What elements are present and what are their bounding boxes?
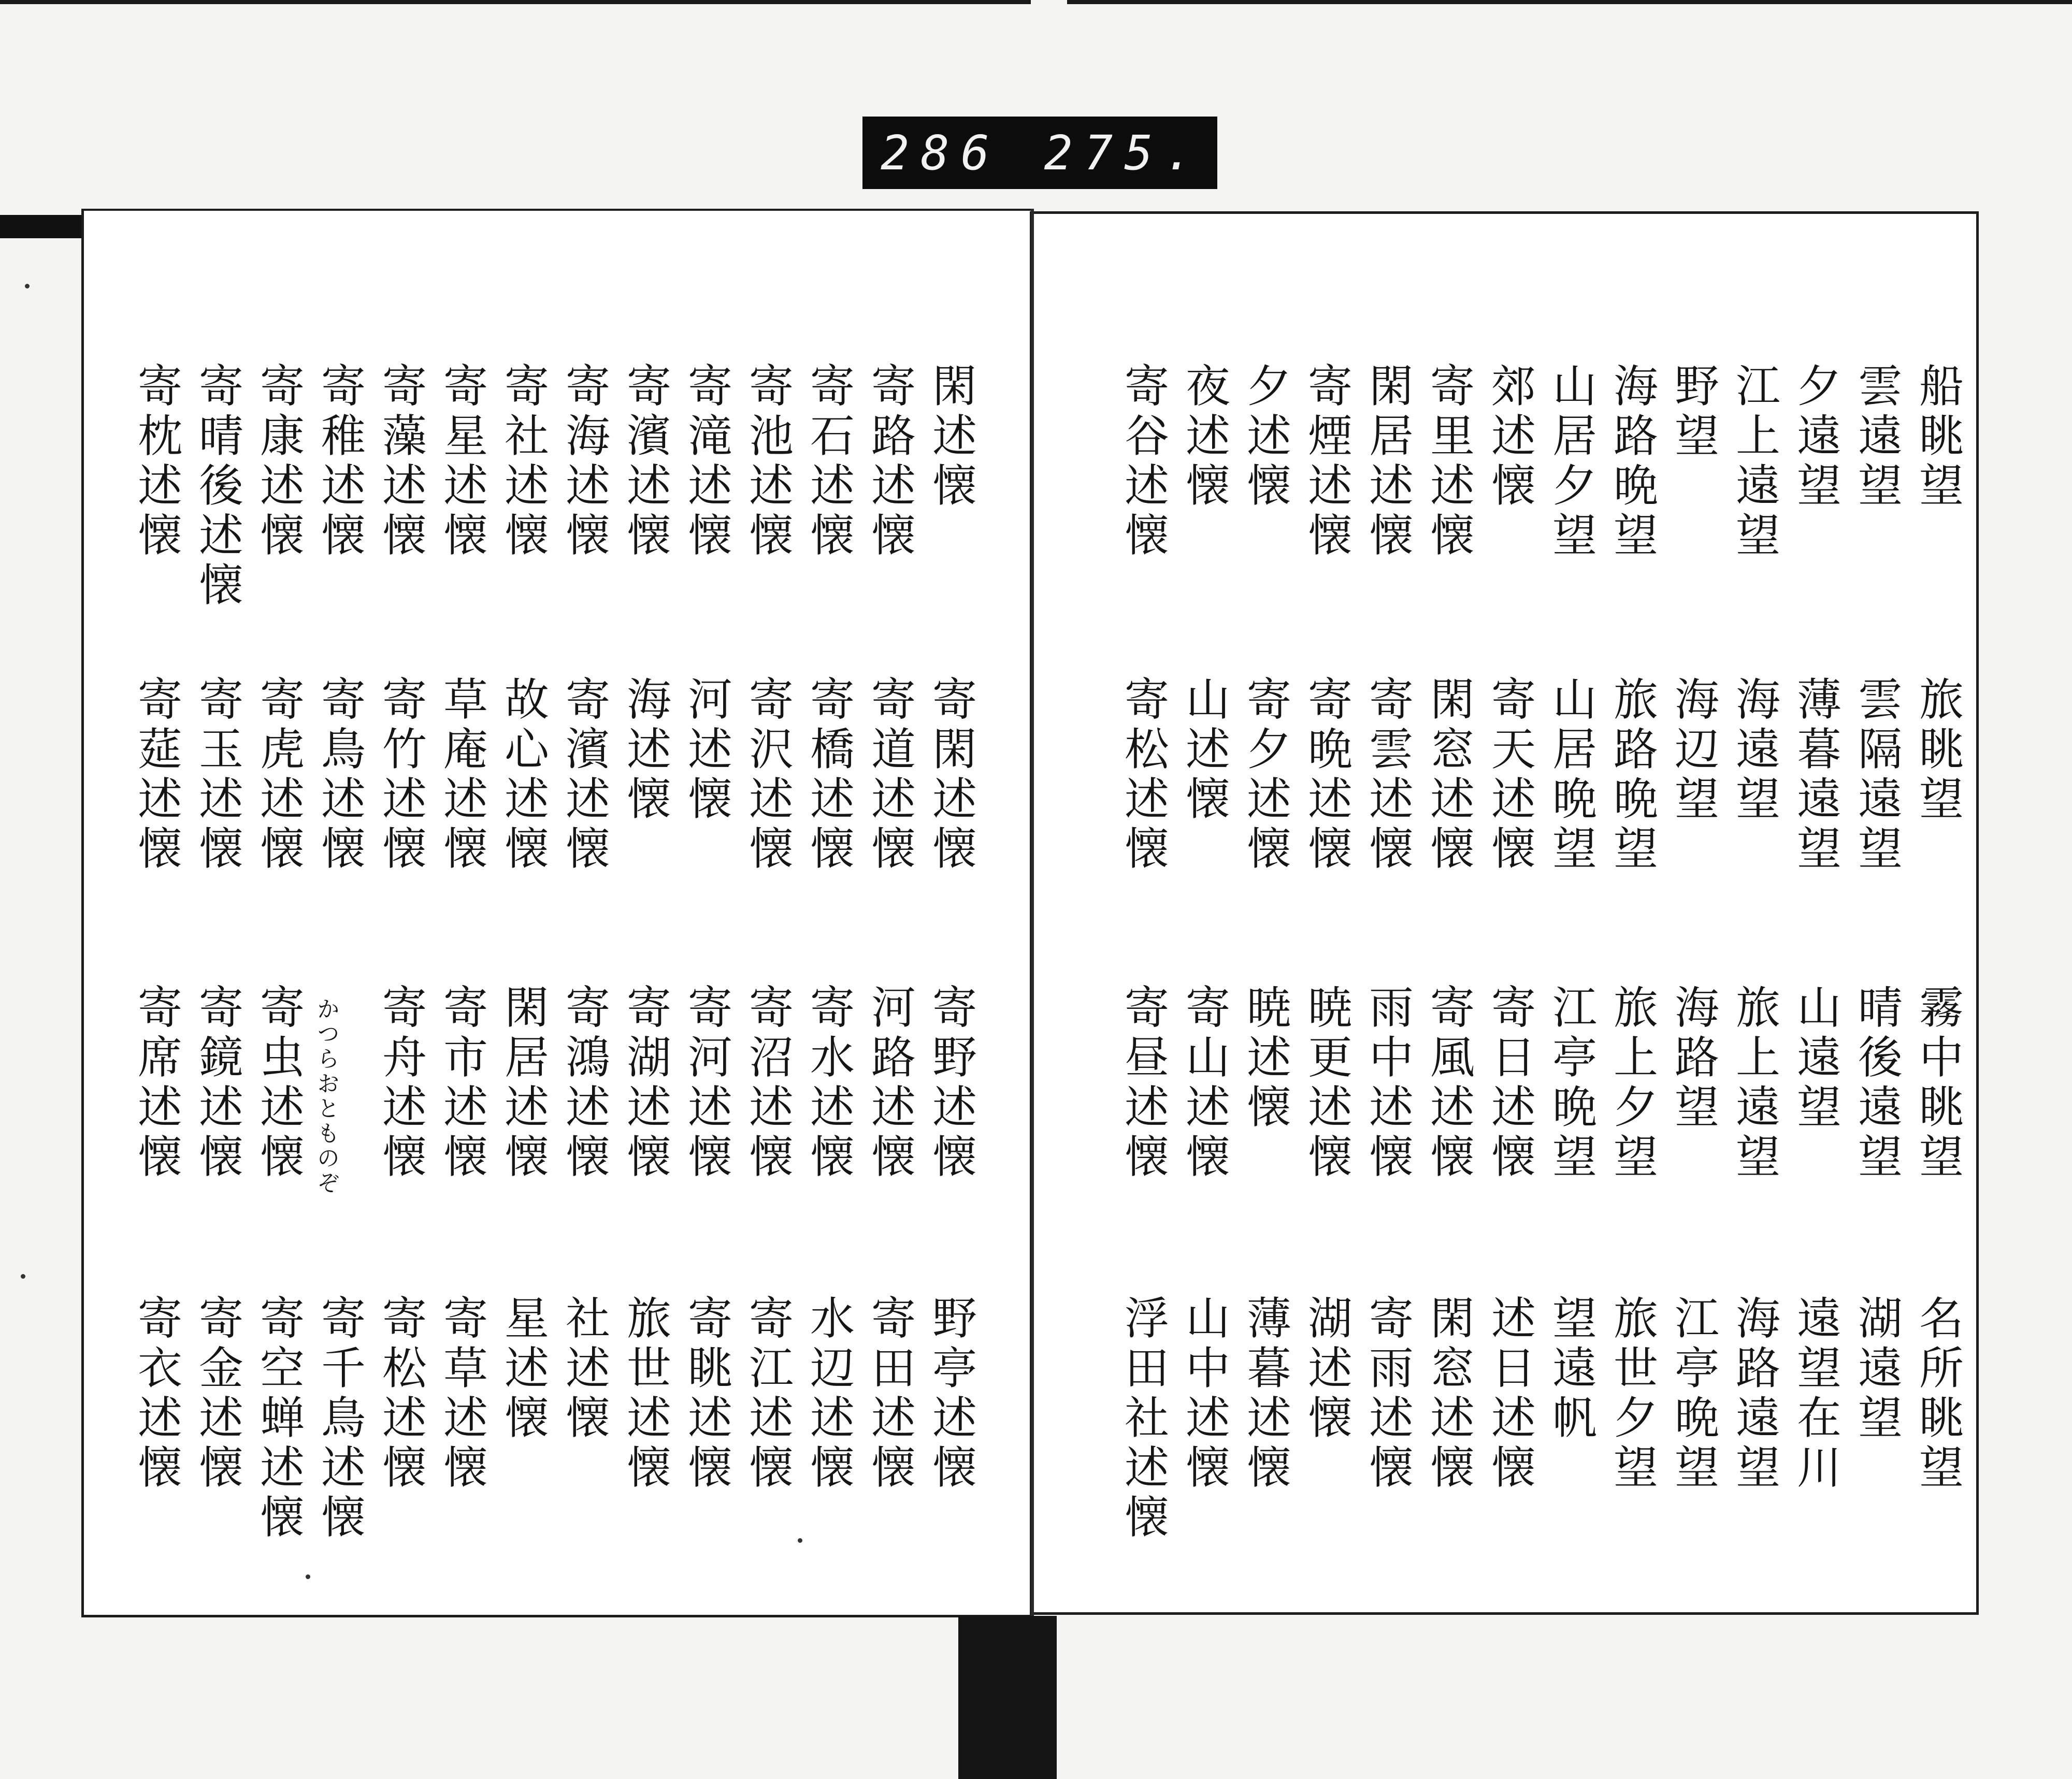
right-page-column: 暁更述懐 [1300,984,1352,1183]
right-page-column: 述日述懐 [1484,1295,1535,1494]
right-page-column: 山中述懐 [1178,1295,1230,1494]
right-page-column: 雲遠望 [1850,363,1902,512]
left-page-column: 寄席述懐 [130,984,182,1183]
left-page-column: 寄稚述懐 [313,363,365,561]
gutter-shadow [958,1616,1057,1779]
scan-speck [25,284,30,288]
scan-top-edge-left [0,0,1031,4]
left-page-column: 草庵述懐 [436,676,487,875]
right-page-column: 夕遠望 [1789,363,1841,512]
left-page-column: 寄松述懐 [375,1295,426,1494]
right-page-column: 閑居述懐 [1361,363,1413,561]
right-page-column: 暁述懐 [1239,984,1291,1133]
right-page-column: 旅眺望 [1911,676,1963,825]
left-page-column: 寄市述懐 [436,984,487,1183]
right-page-column: 湖遠望 [1850,1295,1902,1444]
right-page-column: 雨中述懐 [1361,984,1413,1183]
right-page-column: 山居夕望 [1545,363,1596,561]
right-page-column: 山述懐 [1178,676,1230,825]
right-page-column: 寄風述懐 [1422,984,1474,1183]
left-page-column: 寄枕述懐 [130,363,182,561]
left-page-column: 閑述懐 [925,363,976,512]
right-page-column: 名所眺望 [1911,1295,1963,1494]
right-page-column: 望遠帆 [1545,1295,1596,1444]
right-page-column: 江上遠望 [1728,363,1780,561]
left-page-column: 寄星述懐 [436,363,487,561]
left-page-column: 海述懐 [619,676,671,825]
right-page-column: 郊述懐 [1484,363,1535,512]
right-page-column: 寄晩述懐 [1300,676,1352,875]
left-page-column: 野亭述懐 [925,1295,976,1494]
right-page-column: 野望 [1667,363,1719,462]
right-page-column: 薄暮遠望 [1789,676,1841,875]
left-page-column: 寄草述懐 [436,1295,487,1494]
left-page-column: 寄衣述懐 [130,1295,182,1494]
right-page-column: 寄松述懐 [1117,676,1169,875]
right-page-column: 寄日述懐 [1484,984,1535,1183]
right-page-column: 海辺望 [1667,676,1719,825]
left-page-column: 寄玉述懐 [191,676,243,875]
right-page-column: 寄谷述懐 [1117,363,1169,561]
left-page-column: 閑居述懐 [497,984,549,1183]
right-page-column: 海遠望 [1728,676,1780,825]
right-page-column: 船眺望 [1911,363,1963,512]
left-page-column: 寄金述懐 [191,1295,243,1494]
left-page-column: 寄滝述懐 [680,363,732,561]
left-page-column: 旅世述懐 [619,1295,671,1494]
right-page-column: 寄夕述懐 [1239,676,1291,875]
left-page-column: 寄濱述懐 [558,676,610,875]
right-page-column: 夕述懐 [1239,363,1291,512]
right-page-column: 寄煙述懐 [1300,363,1352,561]
right-page-column: 寄天述懐 [1484,676,1535,875]
left-page-column: 寄池述懐 [741,363,793,561]
right-page-column: 旅路晩望 [1606,676,1658,875]
left-page-column: 寄路述懐 [864,363,915,561]
scan-speck [306,1574,310,1579]
left-page-column: 寄石述懐 [802,363,854,561]
left-page-column: 寄晴後述懐 [191,363,243,611]
right-page-column: 霧中眺望 [1911,984,1963,1183]
right-page-column: 寄里述懐 [1422,363,1474,561]
right-page-column: 旅世夕望 [1606,1295,1658,1494]
book-gutter [1031,209,1034,1617]
right-page-column: 山遠望 [1789,984,1841,1133]
left-page-column: 寄康述懐 [252,363,304,561]
left-page-column: 寄閑述懐 [925,676,976,875]
right-page-column: 閑窓述懐 [1422,1295,1474,1494]
left-page-column: 寄水述懐 [802,984,854,1183]
right-page-column: 湖述懐 [1300,1295,1352,1444]
left-page-column: かつらおとものぞ [313,997,339,1196]
right-page-column: 江亭晩望 [1545,984,1596,1183]
left-page-column: 寄舟述懐 [375,984,426,1183]
left-page-column: 寄野述懐 [925,984,976,1183]
right-page-column: 寄雨述懐 [1361,1295,1413,1494]
folio-number-left: 286 [881,125,1001,181]
left-page-column: 寄江述懐 [741,1295,793,1494]
right-page-column: 夜述懐 [1178,363,1230,512]
left-page-column: 寄空蝉述懐 [252,1295,304,1543]
left-page-column: 寄社述懐 [497,363,549,561]
left-page-column: 寄鴻述懐 [558,984,610,1183]
left-page-column: 寄海述懐 [558,363,610,561]
left-page-column: 寄濱述懐 [619,363,671,561]
left-page-column: 寄藻述懐 [375,363,426,561]
right-page-column: 薄暮述懐 [1239,1295,1291,1494]
right-page-column: 雲隔遠望 [1850,676,1902,875]
left-page-column: 河述懐 [680,676,732,825]
left-page-column: 水辺述懐 [802,1295,854,1494]
left-page-column: 寄竹述懐 [375,676,426,875]
left-page-column: 寄田述懐 [864,1295,915,1494]
left-page-column: 寄沢述懐 [741,676,793,875]
left-page-column: 故心述懐 [497,676,549,875]
left-page-column: 寄橋述懐 [802,676,854,875]
left-page-column: 寄沼述懐 [741,984,793,1183]
left-page-column: 寄虎述懐 [252,676,304,875]
left-page-column: 河路述懐 [864,984,915,1183]
left-page-column: 寄河述懐 [680,984,732,1183]
right-page-column: 海路遠望 [1728,1295,1780,1494]
scan-top-edge-right [1067,0,2072,4]
right-page-column: 旅上夕望 [1606,984,1658,1183]
right-page-column: 寄山述懐 [1178,984,1230,1183]
right-page-column: 晴後遠望 [1850,984,1902,1183]
left-page-column: 寄湖述懐 [619,984,671,1183]
left-page-column: 寄鳥述懐 [313,676,365,875]
scan-speck [798,1538,802,1543]
left-page-column: 寄千鳥述懐 [313,1295,365,1543]
right-page-column: 江亭晩望 [1667,1295,1719,1494]
right-page-column: 海路望 [1667,984,1719,1133]
right-page-column: 寄昼述懐 [1117,984,1169,1183]
binding-edge [0,215,83,238]
right-page-column: 閑窓述懐 [1422,676,1474,875]
left-page-column: 寄鏡述懐 [191,984,243,1183]
scan-speck [21,1274,25,1279]
right-page-column: 山居晩望 [1545,676,1596,875]
left-page-column: 寄眺述懐 [680,1295,732,1494]
right-page-column: 寄雲述懐 [1361,676,1413,875]
left-page-column: 寄莚述懐 [130,676,182,875]
right-page-column: 浮田社述懐 [1117,1295,1169,1543]
left-page-column: 寄虫述懐 [252,984,304,1183]
right-page-column: 海路晩望 [1606,363,1658,561]
right-page-column: 旅上遠望 [1728,984,1780,1183]
folio-number-right: 275. [1044,125,1204,181]
right-page-column: 遠望在川 [1789,1295,1841,1494]
left-page-column: 星述懐 [497,1295,549,1444]
left-page-column: 社述懐 [558,1295,610,1444]
left-page-column: 寄道述懐 [864,676,915,875]
folio-number-label [862,117,1217,189]
